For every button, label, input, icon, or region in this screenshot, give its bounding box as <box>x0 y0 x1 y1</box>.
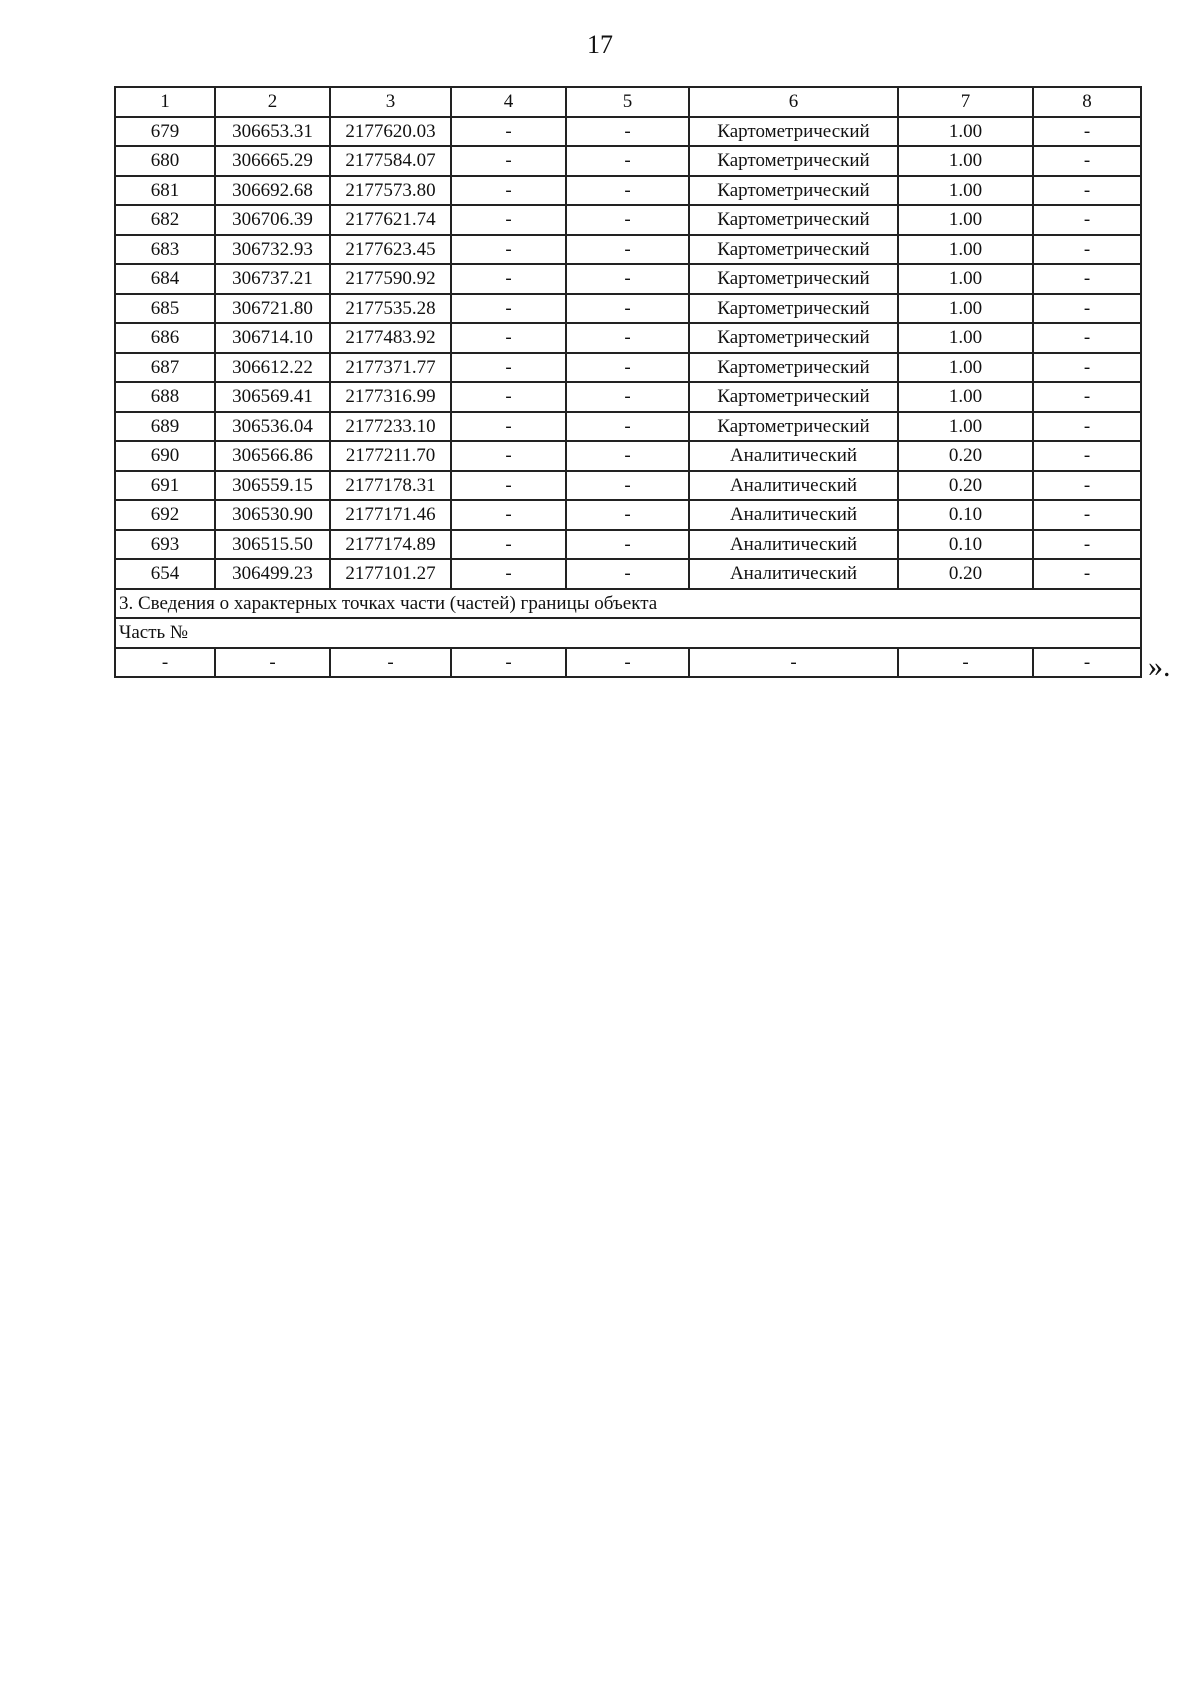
table-cell: - <box>1033 530 1141 560</box>
table-cell: 683 <box>115 235 215 265</box>
table-cell: - <box>451 176 566 206</box>
closing-quote: ». <box>1148 650 1171 683</box>
table-cell: 654 <box>115 559 215 589</box>
table-cell: Аналитический <box>689 530 898 560</box>
table-cell: 306737.21 <box>215 264 330 294</box>
table-cell: - <box>1033 500 1141 530</box>
table-cell: Картометрический <box>689 146 898 176</box>
table-cell: - <box>566 264 689 294</box>
table-cell: - <box>451 530 566 560</box>
page-number: 17 <box>587 30 613 59</box>
table-cell: 690 <box>115 441 215 471</box>
table-cell: 306732.93 <box>215 235 330 265</box>
table-cell: - <box>451 500 566 530</box>
table-cell: - <box>451 117 566 147</box>
table-row <box>115 412 1141 442</box>
table-cell: 682 <box>115 205 215 235</box>
table-cell: - <box>451 441 566 471</box>
table-cell: - <box>1033 412 1141 442</box>
table-cell: 0.20 <box>898 471 1033 501</box>
table-cell: 0.10 <box>898 500 1033 530</box>
table-cell: - <box>451 648 566 678</box>
table-body <box>115 117 1141 678</box>
table-cell: 2177584.07 <box>330 146 451 176</box>
table-cell: - <box>451 559 566 589</box>
table-cell: 1.00 <box>898 176 1033 206</box>
table-cell: Аналитический <box>689 441 898 471</box>
table-cell: - <box>451 264 566 294</box>
table-cell: Картометрический <box>689 323 898 353</box>
table-cell: - <box>115 648 215 678</box>
table-cell: - <box>566 500 689 530</box>
table-cell: Картометрический <box>689 117 898 147</box>
table-cell: - <box>566 294 689 324</box>
table-row <box>115 294 1141 324</box>
part-label-row <box>115 618 1141 648</box>
table-cell: Аналитический <box>689 559 898 589</box>
section-heading-row <box>115 589 1141 619</box>
table-cell: Картометрический <box>689 264 898 294</box>
table-cell: - <box>1033 264 1141 294</box>
table-cell: 2177211.70 <box>330 441 451 471</box>
table-cell: Аналитический <box>689 471 898 501</box>
table-cell: - <box>1033 441 1141 471</box>
table-cell: 1 <box>115 87 215 117</box>
table-cell: 5 <box>566 87 689 117</box>
table-cell: 1.00 <box>898 205 1033 235</box>
table-cell: - <box>1033 146 1141 176</box>
section-heading-row-cell: 3. Сведения о характерных точках части (частей) границы объекта <box>115 589 1141 619</box>
table-cell: 8 <box>1033 87 1141 117</box>
table-row <box>115 176 1141 206</box>
table-cell: - <box>1033 323 1141 353</box>
table-cell: - <box>1033 294 1141 324</box>
table-cell: 1.00 <box>898 353 1033 383</box>
table-cell: - <box>1033 648 1141 678</box>
table-cell: 306515.50 <box>215 530 330 560</box>
table-cell: 2177371.77 <box>330 353 451 383</box>
table-cell: 686 <box>115 323 215 353</box>
table-cell: - <box>451 471 566 501</box>
table-cell: 681 <box>115 176 215 206</box>
table-cell: - <box>451 323 566 353</box>
table-cell: - <box>330 648 451 678</box>
table-cell: 2177590.92 <box>330 264 451 294</box>
table-cell: 679 <box>115 117 215 147</box>
table-row <box>115 353 1141 383</box>
table-cell: 2177316.99 <box>330 382 451 412</box>
table-cell: 306536.04 <box>215 412 330 442</box>
table-row <box>115 117 1141 147</box>
table-cell: 2177171.46 <box>330 500 451 530</box>
table-cell: Картометрический <box>689 294 898 324</box>
table-cell: 680 <box>115 146 215 176</box>
table-cell: - <box>566 323 689 353</box>
table-cell: 306569.41 <box>215 382 330 412</box>
table-cell: - <box>566 353 689 383</box>
table-cell: 306706.39 <box>215 205 330 235</box>
table-cell: - <box>1033 471 1141 501</box>
table-cell: - <box>566 176 689 206</box>
table-row <box>115 530 1141 560</box>
table-cell: 689 <box>115 412 215 442</box>
table-cell: 7 <box>898 87 1033 117</box>
table-cell: - <box>566 648 689 678</box>
table-cell: - <box>1033 117 1141 147</box>
table-cell: Аналитический <box>689 500 898 530</box>
table-cell: 687 <box>115 353 215 383</box>
table-cell: - <box>566 382 689 412</box>
table-cell: 6 <box>689 87 898 117</box>
table-row <box>115 471 1141 501</box>
table-cell: - <box>1033 176 1141 206</box>
table-cell: - <box>451 146 566 176</box>
table-cell: - <box>451 235 566 265</box>
table-row <box>115 441 1141 471</box>
table-row <box>115 146 1141 176</box>
table-cell: 306665.29 <box>215 146 330 176</box>
table-cell: 306714.10 <box>215 323 330 353</box>
table-cell: 2177483.92 <box>330 323 451 353</box>
table-row <box>115 205 1141 235</box>
table-cell: - <box>566 559 689 589</box>
table-cell: 0.20 <box>898 559 1033 589</box>
table-cell: 0.10 <box>898 530 1033 560</box>
table-row <box>115 382 1141 412</box>
table-cell: Картометрический <box>689 412 898 442</box>
table-cell: 685 <box>115 294 215 324</box>
table-row <box>115 559 1141 589</box>
table-cell: - <box>215 648 330 678</box>
table-cell: 1.00 <box>898 382 1033 412</box>
table-cell: 1.00 <box>898 235 1033 265</box>
table-cell: - <box>1033 559 1141 589</box>
table-cell: 2177174.89 <box>330 530 451 560</box>
table-cell: 2177620.03 <box>330 117 451 147</box>
table-cell: - <box>566 117 689 147</box>
table-cell: - <box>689 648 898 678</box>
table-cell: 1.00 <box>898 264 1033 294</box>
part-label-row-cell: Часть № <box>115 618 1141 648</box>
table-cell: 2177101.27 <box>330 559 451 589</box>
table-cell: - <box>566 412 689 442</box>
table-cell: 306566.86 <box>215 441 330 471</box>
table-row <box>115 264 1141 294</box>
table-cell: 306530.90 <box>215 500 330 530</box>
table-cell: 306692.68 <box>215 176 330 206</box>
table-cell: - <box>1033 382 1141 412</box>
table-cell: 692 <box>115 500 215 530</box>
table-cell: - <box>898 648 1033 678</box>
table-cell: 1.00 <box>898 323 1033 353</box>
empty-part-row <box>115 648 1141 678</box>
table-cell: - <box>566 205 689 235</box>
table-cell: 4 <box>451 87 566 117</box>
table-cell: 693 <box>115 530 215 560</box>
table-cell: 1.00 <box>898 117 1033 147</box>
table-cell: - <box>451 353 566 383</box>
table-cell: 2177623.45 <box>330 235 451 265</box>
table-cell: 306559.15 <box>215 471 330 501</box>
table-cell: 0.20 <box>898 441 1033 471</box>
table-cell: 306653.31 <box>215 117 330 147</box>
table-cell: - <box>566 146 689 176</box>
table-cell: Картометрический <box>689 353 898 383</box>
table-cell: 1.00 <box>898 294 1033 324</box>
table-cell: 2177178.31 <box>330 471 451 501</box>
table-cell: - <box>1033 205 1141 235</box>
table-cell: - <box>451 205 566 235</box>
table-cell: 1.00 <box>898 146 1033 176</box>
table-cell: Картометрический <box>689 382 898 412</box>
table-cell: 688 <box>115 382 215 412</box>
table-header <box>115 87 1141 117</box>
table-cell: 2177573.80 <box>330 176 451 206</box>
table-cell: - <box>451 294 566 324</box>
table-cell: 3 <box>330 87 451 117</box>
table-cell: - <box>566 441 689 471</box>
table-cell: Картометрический <box>689 176 898 206</box>
table-cell: - <box>566 530 689 560</box>
table-cell: - <box>1033 235 1141 265</box>
table-cell: 684 <box>115 264 215 294</box>
table-cell: Картометрический <box>689 205 898 235</box>
table-cell: - <box>566 235 689 265</box>
table-cell: - <box>1033 353 1141 383</box>
table-cell: 306612.22 <box>215 353 330 383</box>
table-cell: 2177535.28 <box>330 294 451 324</box>
table-cell: 306499.23 <box>215 559 330 589</box>
table-cell: 2177233.10 <box>330 412 451 442</box>
table-cell: 2 <box>215 87 330 117</box>
table-cell: 2177621.74 <box>330 205 451 235</box>
table-cell: 306721.80 <box>215 294 330 324</box>
table-cell: 691 <box>115 471 215 501</box>
table-cell: - <box>451 412 566 442</box>
table-row <box>115 323 1141 353</box>
boundary-points-table <box>114 86 1142 678</box>
table-row <box>115 235 1141 265</box>
table-cell: 1.00 <box>898 412 1033 442</box>
header-row <box>115 87 1141 117</box>
table-cell: - <box>451 382 566 412</box>
table-cell: Картометрический <box>689 235 898 265</box>
table-cell: - <box>566 471 689 501</box>
table-row <box>115 500 1141 530</box>
